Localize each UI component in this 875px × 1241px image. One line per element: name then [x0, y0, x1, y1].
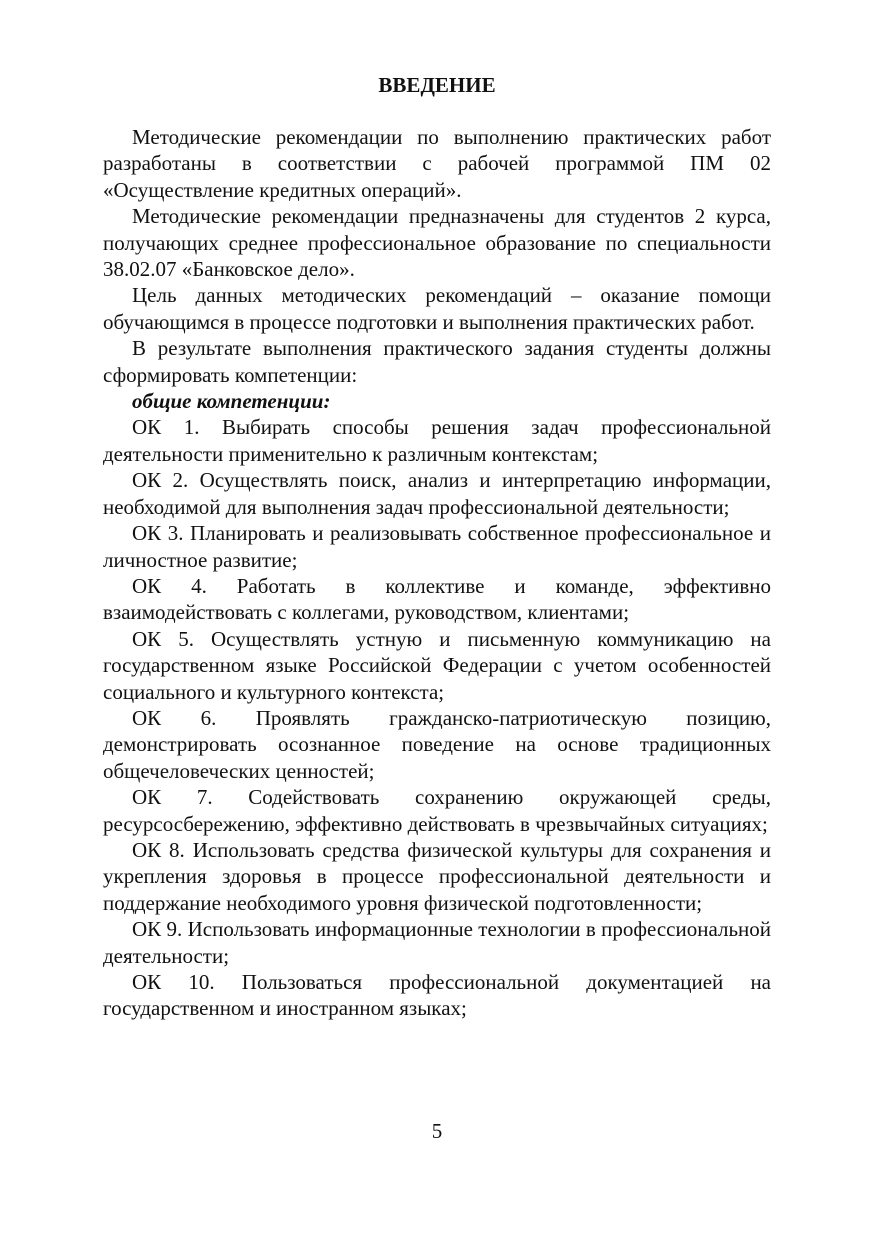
competencies-heading: общие компетенции: — [132, 389, 331, 414]
competency-ok1: ОК 1. Выбирать способы решения задач профессиональной деятельности применительно к различным контекстам; — [103, 415, 771, 466]
page-number: 5 — [431, 1119, 443, 1143]
intro-paragraph-1: Методические рекомендации по выполнению практических работ разработаны в соответствии с рабочей программой ПМ 02 «Осуществление кредитных операций». — [103, 125, 771, 202]
competency-ok2: ОК 2. Осуществлять поиск, анализ и интерпретацию информации, необходимой для выполнения задач профессиональной деятельности; — [103, 468, 771, 519]
page-title: ВВЕДЕНИЕ — [378, 73, 496, 97]
competency-ok4: ОК 4. Работать в коллективе и команде, эффективно взаимодействовать с коллегами, руководством, клиентами; — [103, 573, 771, 625]
competency-ok9: ОК 9. Использовать информационные технологии в профессиональной деятельности; — [103, 917, 771, 968]
competency-ok7: ОК 7. Содействовать сохранению окружающей среды, ресурсосбережению, эффективно действовать в чрезвычайных ситуациях; — [103, 785, 771, 836]
intro-paragraph-2: Методические рекомендации предназначены для студентов 2 курса, получающих среднее профессиональное образование по специальности 38.02.07 «Банковское дело». — [103, 204, 771, 282]
document-body — [103, 124, 771, 1022]
competency-ok10: ОК 10. Пользоваться профессиональной документацией на государственном и иностранном языках; — [103, 970, 771, 1021]
competency-ok8: ОК 8. Использовать средства физической культуры для сохранения и укрепления здоровья в процессе профессиональной деятельности и поддержание необходимого уровня физической подготовленности; — [103, 837, 771, 915]
competency-ok6: ОК 6. Проявлять гражданско-патриотическую позицию, демонстрировать осознанное поведение на основе традиционных общечеловеческих ценностей; — [103, 705, 771, 783]
intro-paragraph-4: В результате выполнения практического задания студенты должны сформировать компетенции: — [103, 336, 771, 387]
intro-paragraph-3: Цель данных методических рекомендаций – оказание помощи обучающимся в процессе подготовки и выполнения практических работ. — [103, 283, 771, 334]
competency-ok3: ОК 3. Планировать и реализовывать собственное профессиональное и личностное развитие; — [103, 521, 771, 572]
competency-ok5: ОК 5. Осуществлять устную и письменную коммуникацию на государственном языке Российской Федерации с учетом особенностей социального и культурного контекста; — [103, 626, 771, 704]
